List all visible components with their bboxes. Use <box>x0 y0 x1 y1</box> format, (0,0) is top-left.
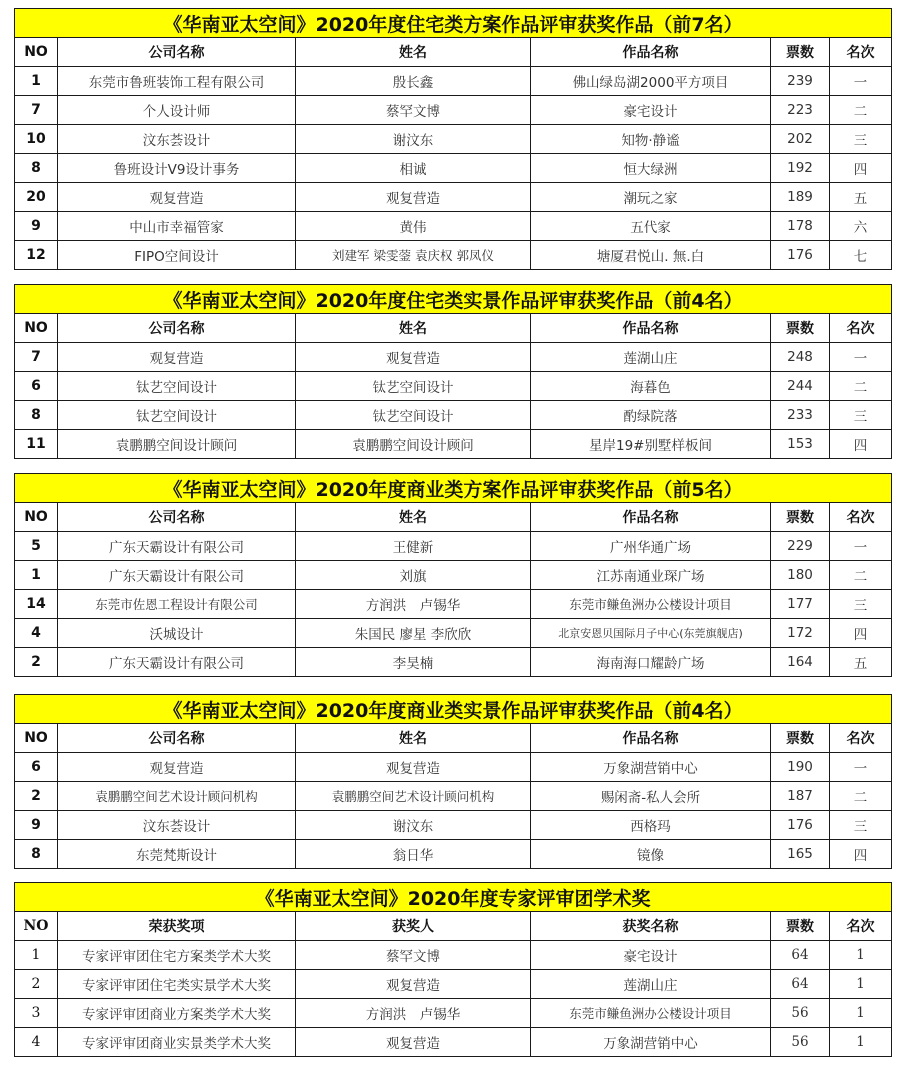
cell-name: 观复营造 <box>296 343 531 372</box>
cell-rank: 三 <box>830 401 892 430</box>
cell-no: 2 <box>15 782 58 811</box>
header-row <box>15 314 892 343</box>
cell-name: 袁鹏鹏空间设计顾问 <box>296 430 531 459</box>
cell-votes: 164 <box>771 648 830 677</box>
header-votes: 票数 <box>771 912 830 941</box>
cell-company: 沃城设计 <box>58 619 296 648</box>
cell-name: 李昊楠 <box>296 648 531 677</box>
table-row <box>15 532 892 561</box>
cell-company: 袁鹏鹏空间艺术设计顾问机构 <box>58 782 296 811</box>
cell-rank: 四 <box>830 619 892 648</box>
cell-company: 汶东荟设计 <box>58 811 296 840</box>
cell-votes: 177 <box>771 590 830 619</box>
cell-name: 朱国民 廖星 李欣欣 <box>296 619 531 648</box>
cell-company: 东莞市佐恩工程设计有限公司 <box>58 590 296 619</box>
header-row <box>15 912 892 941</box>
cell-no: 12 <box>15 241 58 270</box>
header-name: 姓名 <box>296 38 531 67</box>
cell-no: 14 <box>15 590 58 619</box>
cell-work: 万象湖营销中心 <box>531 753 771 782</box>
cell-name: 刘旗 <box>296 561 531 590</box>
cell-name: 王健新 <box>296 532 531 561</box>
header-company: 公司名称 <box>58 314 296 343</box>
cell-name: 袁鹏鹏空间艺术设计顾问机构 <box>296 782 531 811</box>
table-row <box>15 590 892 619</box>
table-row <box>15 970 892 999</box>
cell-votes: 233 <box>771 401 830 430</box>
cell-rank: 二 <box>830 96 892 125</box>
cell-name: 殷长鑫 <box>296 67 531 96</box>
table-row <box>15 811 892 840</box>
cell-name: 刘建军 梁雯蓥 袁庆权 郭凤仪 <box>296 241 531 270</box>
cell-rank: 1 <box>830 1028 892 1057</box>
table-row <box>15 840 892 869</box>
header-rank: 名次 <box>830 314 892 343</box>
header-no: NO <box>15 314 58 343</box>
table-row <box>15 212 892 241</box>
header-rank: 名次 <box>830 503 892 532</box>
commercial-built-awards-table <box>14 694 892 869</box>
cell-no: 8 <box>15 154 58 183</box>
table-row <box>15 96 892 125</box>
cell-work: 镜像 <box>531 840 771 869</box>
cell-votes: 223 <box>771 96 830 125</box>
cell-rank: 五 <box>830 648 892 677</box>
cell-rank: 1 <box>830 999 892 1028</box>
cell-rank: 二 <box>830 372 892 401</box>
cell-no: 6 <box>15 753 58 782</box>
cell-votes: 189 <box>771 183 830 212</box>
cell-name: 钛艺空间设计 <box>296 401 531 430</box>
cell-company: 中山市幸福管家 <box>58 212 296 241</box>
table-row <box>15 67 892 96</box>
table-row <box>15 401 892 430</box>
table-row <box>15 648 892 677</box>
header-name: 姓名 <box>296 724 531 753</box>
cell-name: 蔡罕文博 <box>296 96 531 125</box>
cell-rank: 1 <box>830 941 892 970</box>
table-row <box>15 941 892 970</box>
cell-winner: 观复营造 <box>296 1028 531 1057</box>
cell-votes: 172 <box>771 619 830 648</box>
cell-no: 5 <box>15 532 58 561</box>
cell-rank: 四 <box>830 154 892 183</box>
cell-award: 专家评审团住宅类实景学术大奖 <box>58 970 296 999</box>
cell-no: 4 <box>15 1028 58 1057</box>
cell-rank: 三 <box>830 811 892 840</box>
cell-no: 11 <box>15 430 58 459</box>
cell-rank: 一 <box>830 343 892 372</box>
table-row <box>15 154 892 183</box>
table-title: 《华南亚太空间》2020年度商业类方案作品评审获奖作品（前5名） <box>15 474 892 503</box>
residential-design-awards-table <box>14 8 892 270</box>
header-row <box>15 38 892 67</box>
table-row <box>15 999 892 1028</box>
cell-no: 4 <box>15 619 58 648</box>
cell-work: 广州华通广场 <box>531 532 771 561</box>
cell-work: 海暮色 <box>531 372 771 401</box>
cell-work: 星岸19#别墅样板间 <box>531 430 771 459</box>
cell-rank: 七 <box>830 241 892 270</box>
header-votes: 票数 <box>771 724 830 753</box>
cell-winner: 方润洪 卢锡华 <box>296 999 531 1028</box>
cell-rank: 一 <box>830 753 892 782</box>
cell-company: FIPO空间设计 <box>58 241 296 270</box>
cell-votes: 165 <box>771 840 830 869</box>
cell-votes: 229 <box>771 532 830 561</box>
cell-award-name: 莲湖山庄 <box>531 970 771 999</box>
table-row <box>15 619 892 648</box>
cell-name: 方润洪 卢锡华 <box>296 590 531 619</box>
cell-no: 7 <box>15 343 58 372</box>
cell-votes: 248 <box>771 343 830 372</box>
cell-work: 东莞市鳒鱼洲办公楼设计项目 <box>531 590 771 619</box>
cell-no: 7 <box>15 96 58 125</box>
cell-work: 知物·静谧 <box>531 125 771 154</box>
cell-winner: 观复营造 <box>296 970 531 999</box>
cell-company: 鲁班设计V9设计事务 <box>58 154 296 183</box>
header-row <box>15 503 892 532</box>
cell-votes: 239 <box>771 67 830 96</box>
table-title: 《华南亚太空间》2020年度住宅类方案作品评审获奖作品（前7名） <box>15 9 892 38</box>
cell-work: 酌绿院落 <box>531 401 771 430</box>
cell-rank: 一 <box>830 67 892 96</box>
table-row <box>15 343 892 372</box>
header-no: NO <box>15 724 58 753</box>
cell-votes: 56 <box>771 999 830 1028</box>
cell-company: 广东天霸设计有限公司 <box>58 561 296 590</box>
cell-company: 广东天霸设计有限公司 <box>58 532 296 561</box>
header-company: 公司名称 <box>58 38 296 67</box>
table-row <box>15 1028 892 1057</box>
cell-award: 专家评审团商业实景类学术大奖 <box>58 1028 296 1057</box>
header-award: 荣获奖项 <box>58 912 296 941</box>
cell-company: 袁鹏鹏空间设计顾问 <box>58 430 296 459</box>
table-row <box>15 372 892 401</box>
cell-work: 佛山绿岛湖2000平方项目 <box>531 67 771 96</box>
cell-rank: 四 <box>830 840 892 869</box>
cell-work: 恒大绿洲 <box>531 154 771 183</box>
cell-votes: 180 <box>771 561 830 590</box>
cell-work: 北京安恩贝国际月子中心(东莞旗舰店) <box>531 619 771 648</box>
cell-name: 翁日华 <box>296 840 531 869</box>
table-row <box>15 753 892 782</box>
cell-no: 10 <box>15 125 58 154</box>
cell-votes: 176 <box>771 811 830 840</box>
cell-name: 黄伟 <box>296 212 531 241</box>
cell-company: 汶东荟设计 <box>58 125 296 154</box>
table-title: 《华南亚太空间》2020年度住宅类实景作品评审获奖作品（前4名） <box>15 285 892 314</box>
header-work: 作品名称 <box>531 38 771 67</box>
header-row <box>15 724 892 753</box>
header-no: NO <box>15 912 58 941</box>
cell-name: 谢汶东 <box>296 125 531 154</box>
cell-votes: 176 <box>771 241 830 270</box>
cell-no: 1 <box>15 941 58 970</box>
cell-award: 专家评审团商业方案类学术大奖 <box>58 999 296 1028</box>
cell-company: 观复营造 <box>58 343 296 372</box>
cell-work: 海南海口耀龄广场 <box>531 648 771 677</box>
cell-company: 东莞梵斯设计 <box>58 840 296 869</box>
header-winner: 获奖人 <box>296 912 531 941</box>
cell-award-name: 豪宅设计 <box>531 941 771 970</box>
cell-rank: 二 <box>830 782 892 811</box>
cell-work: 赐闲斋-私人会所 <box>531 782 771 811</box>
header-votes: 票数 <box>771 314 830 343</box>
cell-company: 个人设计师 <box>58 96 296 125</box>
cell-no: 6 <box>15 372 58 401</box>
cell-work: 潮玩之家 <box>531 183 771 212</box>
cell-winner: 蔡罕文博 <box>296 941 531 970</box>
cell-no: 9 <box>15 212 58 241</box>
cell-no: 1 <box>15 561 58 590</box>
cell-work: 塘厦君悦山. 無.白 <box>531 241 771 270</box>
cell-award: 专家评审团住宅方案类学术大奖 <box>58 941 296 970</box>
cell-no: 3 <box>15 999 58 1028</box>
cell-company: 观复营造 <box>58 753 296 782</box>
commercial-design-awards-table <box>14 473 892 677</box>
cell-no: 2 <box>15 648 58 677</box>
table-row <box>15 125 892 154</box>
cell-no: 2 <box>15 970 58 999</box>
header-rank: 名次 <box>830 724 892 753</box>
cell-name: 谢汶东 <box>296 811 531 840</box>
header-rank: 名次 <box>830 38 892 67</box>
header-company: 公司名称 <box>58 724 296 753</box>
table-row <box>15 782 892 811</box>
table-title: 《华南亚太空间》2020年度专家评审团学术奖 <box>15 883 892 912</box>
cell-votes: 190 <box>771 753 830 782</box>
cell-name: 观复营造 <box>296 183 531 212</box>
header-work: 作品名称 <box>531 724 771 753</box>
cell-work: 莲湖山庄 <box>531 343 771 372</box>
cell-votes: 64 <box>771 941 830 970</box>
cell-rank: 三 <box>830 125 892 154</box>
header-no: NO <box>15 38 58 67</box>
cell-name: 钛艺空间设计 <box>296 372 531 401</box>
cell-votes: 202 <box>771 125 830 154</box>
cell-no: 8 <box>15 840 58 869</box>
table-row <box>15 183 892 212</box>
cell-company: 钛艺空间设计 <box>58 372 296 401</box>
cell-work: 五代家 <box>531 212 771 241</box>
expert-jury-academic-awards-table <box>14 882 892 1057</box>
cell-votes: 187 <box>771 782 830 811</box>
header-name: 姓名 <box>296 503 531 532</box>
cell-votes: 153 <box>771 430 830 459</box>
cell-rank: 二 <box>830 561 892 590</box>
residential-built-awards-table <box>14 284 892 459</box>
cell-rank: 一 <box>830 532 892 561</box>
cell-award-name: 东莞市鳒鱼洲办公楼设计项目 <box>531 999 771 1028</box>
cell-no: 9 <box>15 811 58 840</box>
cell-votes: 244 <box>771 372 830 401</box>
header-votes: 票数 <box>771 38 830 67</box>
cell-company: 东莞市鲁班装饰工程有限公司 <box>58 67 296 96</box>
cell-no: 1 <box>15 67 58 96</box>
header-rank: 名次 <box>830 912 892 941</box>
cell-work: 豪宅设计 <box>531 96 771 125</box>
cell-votes: 192 <box>771 154 830 183</box>
cell-award-name: 万象湖营销中心 <box>531 1028 771 1057</box>
header-work: 作品名称 <box>531 503 771 532</box>
cell-name: 相诚 <box>296 154 531 183</box>
cell-rank: 六 <box>830 212 892 241</box>
table-title: 《华南亚太空间》2020年度商业类实景作品评审获奖作品（前4名） <box>15 695 892 724</box>
cell-rank: 1 <box>830 970 892 999</box>
cell-votes: 64 <box>771 970 830 999</box>
header-name: 姓名 <box>296 314 531 343</box>
header-votes: 票数 <box>771 503 830 532</box>
cell-name: 观复营造 <box>296 753 531 782</box>
cell-company: 广东天霸设计有限公司 <box>58 648 296 677</box>
header-award-name: 获奖名称 <box>531 912 771 941</box>
cell-company: 钛艺空间设计 <box>58 401 296 430</box>
cell-no: 8 <box>15 401 58 430</box>
cell-rank: 三 <box>830 590 892 619</box>
cell-rank: 五 <box>830 183 892 212</box>
table-row <box>15 241 892 270</box>
header-work: 作品名称 <box>531 314 771 343</box>
cell-company: 观复营造 <box>58 183 296 212</box>
cell-work: 西格玛 <box>531 811 771 840</box>
cell-votes: 178 <box>771 212 830 241</box>
cell-no: 20 <box>15 183 58 212</box>
table-row <box>15 430 892 459</box>
header-company: 公司名称 <box>58 503 296 532</box>
cell-rank: 四 <box>830 430 892 459</box>
cell-work: 江苏南通业琛广场 <box>531 561 771 590</box>
cell-votes: 56 <box>771 1028 830 1057</box>
table-row <box>15 561 892 590</box>
header-no: NO <box>15 503 58 532</box>
